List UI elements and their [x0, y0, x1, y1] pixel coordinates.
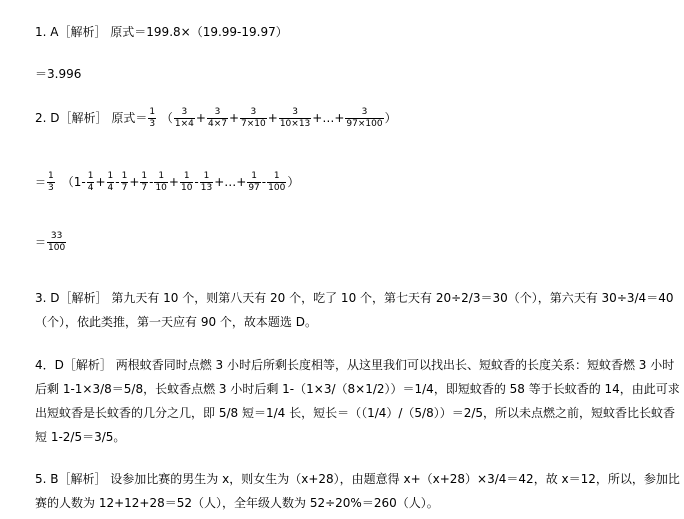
- fraction: $\frac{1}{97}$: [248, 171, 260, 193]
- item5-paragraph: 5. B［解析］ 设参加比赛的男生为 x，则女生为（x+28），由题意得 x+（x+28）×3/4＝42，故 x＝12，所以，参加比赛的人数为 12+12+28＝52（人），全年级人数为 52÷20%＝260（人）。: [35, 472, 680, 510]
- item4-paragraph: 4．D［解析］ 两根蚊香同时点燃 3 小时后所剩长度相等，从这里我们可以找出长、短蚊香的长度关系：短蚊香燃 3 小时后剩 1-1×3/8＝5/8，长蚊香点燃 3 小时后剩 1-（1×3/（8×1/2））＝1/4，即短蚊香的 58 等于长蚊香的 14，由此可求出短蚊香是长蚊香的几分之几，即 5/8 短＝1/4 长，短长＝（（1/4）/（5/8））＝2/5，所以未点燃之前，短蚊香比长蚊香短 1-2/5＝3/5。: [35, 358, 680, 444]
- fraction: $\frac{3}{10\times 13}$: [279, 107, 311, 129]
- item2-line1: 2. D［解析］ 原式＝ $\frac{1}{3}$ （ $\frac{3}{1\times 4}$ + $\frac{3}{4\times 7}$ + $\frac{3}{7\times 10}$ + $\frac{3}{10\times 13}$ +…+ $\frac{3}{97\times 100}$ ）: [35, 107, 397, 129]
- item2-coef: $\frac{1}{3}$: [149, 107, 156, 129]
- item3-paragraph: 3. D［解析］ 第九天有 10 个，则第八天有 20 个，吃了 10 个，第七天有 20÷2/3＝30（个），第六天有 30÷3/4＝40（个），依此类推，第一天应有 90 个，故本题选 D。: [35, 291, 674, 329]
- item2-line2-coef: $\frac{1}{3}$: [48, 171, 54, 193]
- item2-line3: ＝ $\frac{33}{100}$: [35, 231, 66, 253]
- fraction: $\frac{1}{4}$: [87, 171, 94, 193]
- item2-lead: 2. D［解析］ 原式＝: [35, 111, 148, 125]
- fraction: $\frac{1}{7}$: [141, 171, 148, 193]
- fraction: $\frac{3}{97\times 100}$: [346, 107, 383, 129]
- fraction: $\frac{3}{1\times 4}$: [174, 107, 194, 129]
- fraction: $\frac{1}{10}$: [155, 171, 167, 193]
- fraction: $\frac{1}{13}$: [200, 171, 213, 193]
- fraction: $\frac{1}{10}$: [180, 171, 193, 193]
- fraction: $\frac{1}{4}$: [107, 171, 114, 193]
- item1-line1: 1. A［解析］ 原式＝199.8×（19.99-19.97）: [35, 25, 288, 39]
- item2-line2: ＝ $\frac{1}{3}$ （1- $\frac{1}{4}$ + $\frac{1}{4}$ - $\frac{1}{7}$ + $\frac{1}{7}$ - $\frac{1}{10}$ + $\frac{1}{10}$ - $\frac{1}{13}$ +…+ $\frac{1}{97}$ - $\frac{1}{100}$ ）: [35, 171, 300, 193]
- item1-line2: ＝3.996: [35, 67, 82, 81]
- fraction: $\frac{3}{7\times 10}$: [241, 107, 266, 129]
- fraction: $\frac{1}{7}$: [121, 171, 128, 193]
- fraction: $\frac{1}{100}$: [268, 171, 286, 193]
- fraction: $\frac{3}{4\times 7}$: [207, 107, 227, 129]
- fraction: $\frac{33}{100}$: [48, 231, 66, 253]
